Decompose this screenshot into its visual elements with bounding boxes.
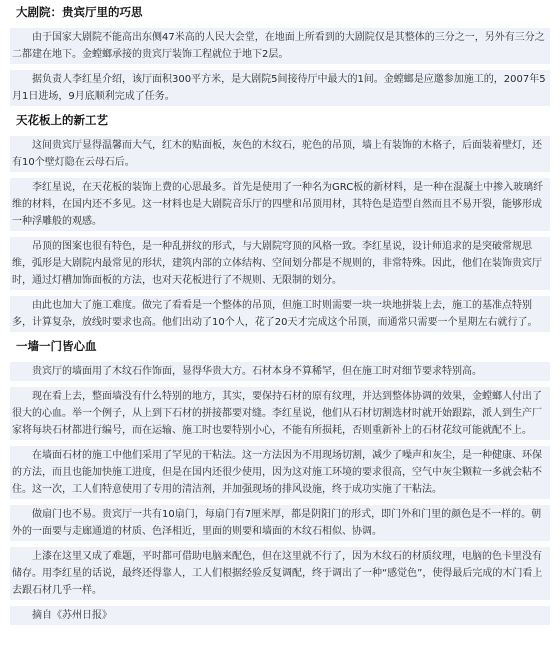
article-paragraph: 这间贵宾厅显得温馨而大气，红木的贴面板，灰色的木纹石，驼色的吊顶，墙上有装饰的木格子，后面装着壁灯，还有10个壁灯隐在云母石后。 bbox=[10, 136, 550, 172]
article-paragraph: 上漆在这里又成了难题，平时都可借助电脑来配色，但在这里就不行了，因为木纹石的材质纹理，电脑的色卡里没有储存。用李红星的话说，最终还得靠人，工人们根据经验反复调配，终于调出了一种“感觉色”，使得最后完成的木门看上去跟石材几乎一样。 bbox=[10, 547, 550, 600]
article-source: 摘自《苏州日报》 bbox=[10, 606, 550, 625]
article-paragraph: 吊顶的图案也很有特色，是一种乱拼纹的形式，与大剧院穹顶的风格一致。李红星说，设计师追求的是突破常规思维，弧形是大剧院内最常见的形状，建筑内部的立体结构、空间划分都是不规则的，非常特殊。因此，他们在装饰贵宾厅时，通过灯槽加饰面板的方法，也对天花板进行了不规则、无限制的划分。 bbox=[10, 237, 550, 290]
article-paragraph: 现在看上去，整面墙没有什么特别的地方，其实，要保持石材的原有纹理，并达到整体协调的效果，金螳螂人付出了很大的心血。举一个例子，从上到下石材的拼接都要对缝。李红星说，他们从石材切割选材时就开始跟踪，派人到生产厂家将每块石材都进行编号，而在运输、施工时也要特别小心，不能有所损耗，否则重新补上的石材花纹可能就配不上。 bbox=[10, 387, 550, 440]
section-heading: 天花板上的新工艺 bbox=[16, 113, 108, 127]
article-paragraph: 在墙面石材的施工中他们采用了罕见的干粘法。这一方法因为不用现场切割，减少了噪声和灰尘，是一种健康、环保的方法，而且也能加快施工进度，但是在国内还很少使用，因为这对施工环境的要求很高，空气中灰尘颗粒一多就会粘不住。这一次，工人们特意使用了专用的清洁剂，并加强现场的排风设施，终于成功实施了干粘法。 bbox=[10, 446, 550, 499]
article-paragraph: 做扇门也不易。贵宾厅一共有10扇门，每扇门有7厘米厚，都是阴阳门的形式，即门外和门里的颜色是不一样的。朝外的一面要与走廊通道的材质、色泽相近，里面的则要和墙面的木纹石相似、协调。 bbox=[10, 505, 550, 541]
article-paragraph: 据负责人李红星介绍，该厅面积300平方米，是大剧院5间接待厅中最大的1间。金螳螂是应邀参加施工的，2007年5月1日进场，9月底顺利完成了任务。 bbox=[10, 70, 550, 106]
section-heading: 一墙一门皆心血 bbox=[16, 339, 97, 353]
article-paragraph: 李红星说，在天花板的装饰上费的心思最多。首先是使用了一种名为GRC板的新材料，是一种在混凝土中掺入玻璃纤维的材料，在国内还不多见。这一材料也是大剧院音乐厅的四壁和吊顶用材，其特色是造型自然而且不易开裂，能够形成一种浮雕般的观感。 bbox=[10, 178, 550, 231]
article-paragraph: 贵宾厅的墙面用了木纹石作饰面，显得华贵大方。石材本身不算稀罕，但在施工时对细节要求特别高。 bbox=[10, 362, 550, 381]
article-paragraph: 由于国家大剧院不能高出东侧47米高的人民大会堂，在地面上所看到的大剧院仅是其整体的三分之一，另外有三分之二都建在地下。金螳螂承接的贵宾厅装饰工程就位于地下2层。 bbox=[10, 28, 550, 64]
section-heading: 大剧院：贵宾厅里的巧思 bbox=[16, 5, 143, 19]
article-paragraph: 由此也加大了施工难度。做完了看看是一个整体的吊顶，但施工时则需要一块一块地拼装上去，施工的基准点特别多，计算复杂，放线时要求也高。他们出动了10个人，花了20天才完成这个吊顶，而通常只需要一个星期左右就行了。 bbox=[10, 296, 550, 332]
article bbox=[10, 0, 550, 625]
